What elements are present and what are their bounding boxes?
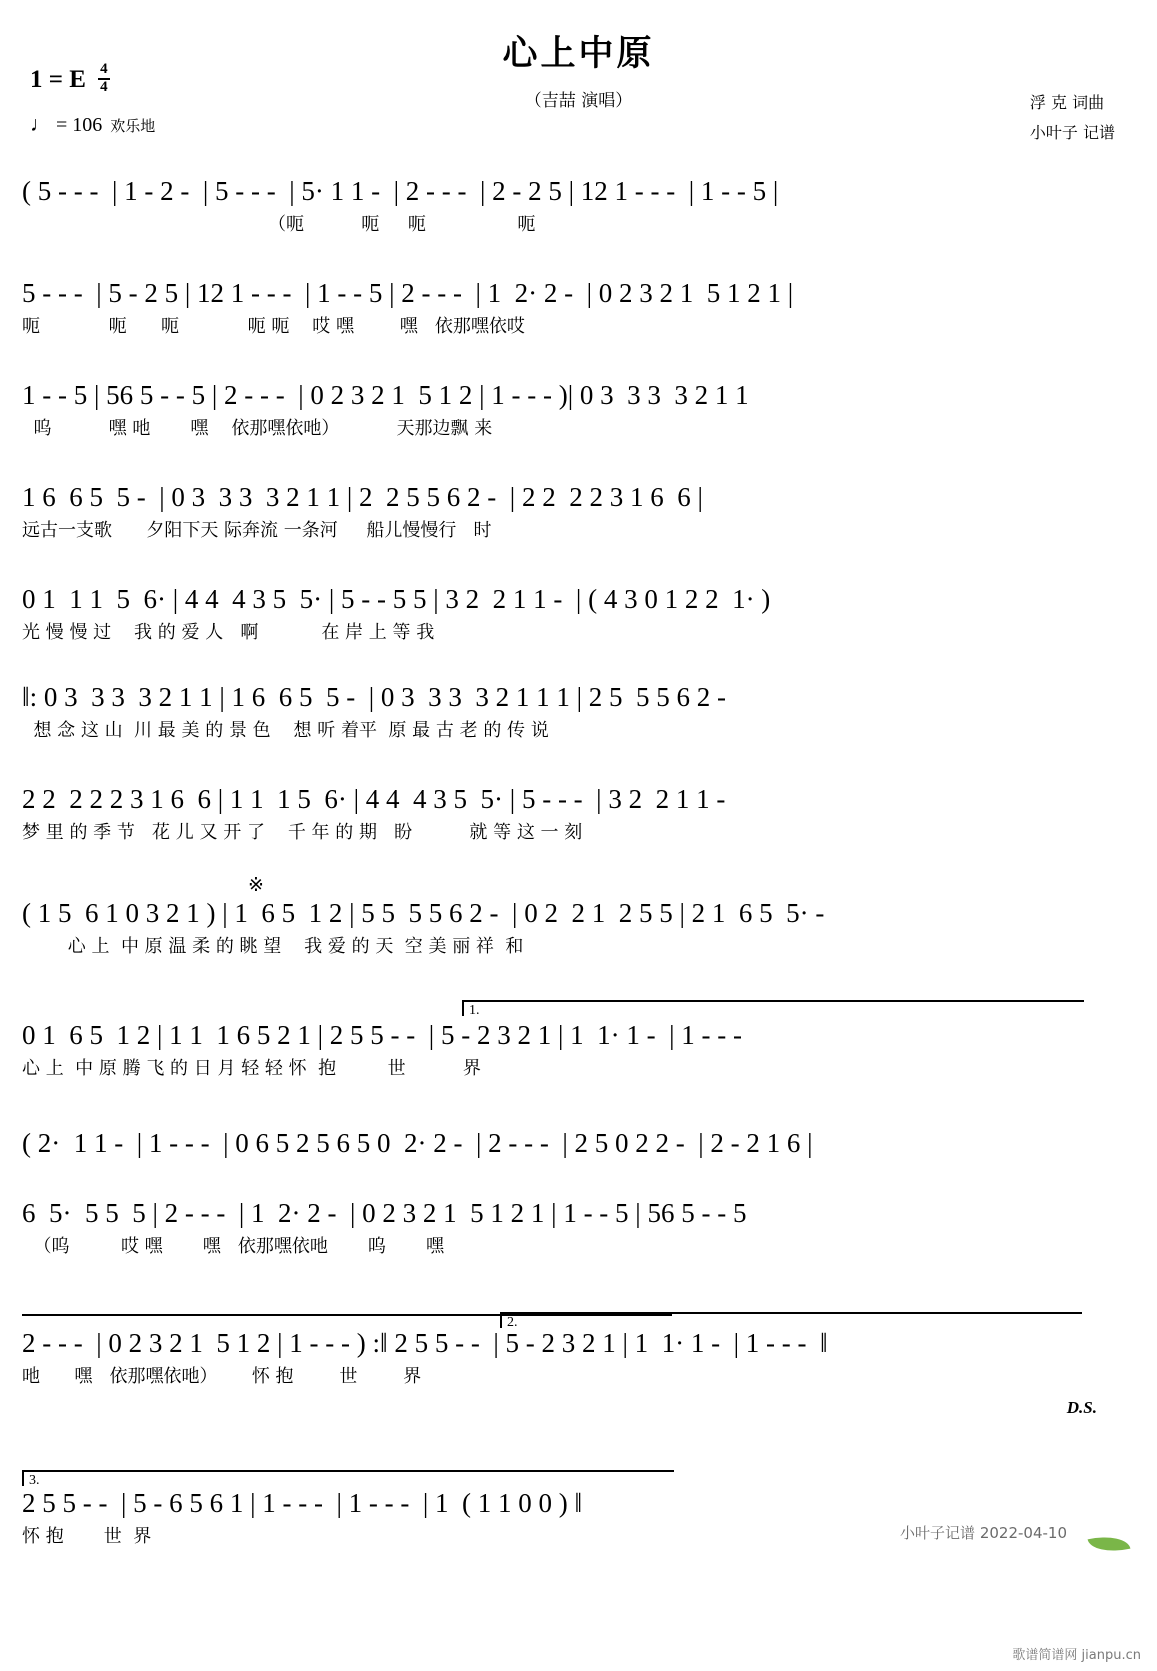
notation-line: ( 2· 1 1 - | 1 - - - | 0 6 5 2 5 6 5 0 2· 2 - | 2 - - - | 2 5 0 2 2 - | 2 - 2 1 6 | bbox=[22, 1128, 813, 1158]
site-watermark: 歌谱简谱网 jianpu.cn bbox=[1012, 1648, 1141, 1663]
lyrics-line bbox=[22, 1168, 1137, 1194]
ds-mark: D.S. bbox=[1066, 1398, 1097, 1417]
notation-line: 1 6 6 5 5 - | 0 3 3 3 3 2 1 1 | 2 2 5 5 6 2 - | 2 2 2 2 3 1 6 6 | bbox=[22, 482, 703, 512]
credits bbox=[1030, 88, 1115, 149]
music-system-8 bbox=[22, 900, 1137, 964]
music-system-1 bbox=[22, 178, 1137, 242]
third-ending-bracket bbox=[22, 1470, 674, 1486]
notation-line: ‖: 0 3 3 3 3 2 1 1 | 1 6 6 5 5 - | 0 3 3 3 3 2 1 1 1 | 2 5 5 5 6 2 - bbox=[22, 682, 727, 712]
music-system-10 bbox=[22, 1130, 1137, 1194]
music-system-12 bbox=[22, 1330, 1137, 1394]
credit-composer: 浮 克 词曲 bbox=[1029, 93, 1105, 112]
second-ending-label: 2. bbox=[507, 1315, 518, 1330]
lyrics-line: 远古一支歌 夕阳下天 际奔流 一条河 船儿慢慢行 时 bbox=[22, 520, 492, 541]
notation-line: 5 - - - | 5 - 2 5 | 12 1 - - - | 1 - - 5 | 2 - - - | 1 2· 2 - | 0 2 3 2 1 5 1 2 1 | bbox=[22, 278, 794, 308]
mood-marking: 欢乐地 bbox=[110, 117, 156, 135]
leaf-icon bbox=[1089, 1535, 1135, 1561]
music-system-9 bbox=[22, 1022, 1137, 1086]
key-text: 1 = E bbox=[30, 65, 86, 93]
third-ending-label: 3. bbox=[29, 1473, 40, 1488]
notation-line: 0 1 1 1 5 6· | 4 4 4 3 5 5· | 5 - - 5 5 | 3 2 2 1 1 - | ( 4 3 0 1 2 2 1· ) bbox=[22, 584, 771, 614]
music-system-2 bbox=[22, 280, 1137, 344]
tempo-value: = 106 bbox=[56, 114, 103, 136]
singer-line: （吉喆 演唱） bbox=[524, 91, 633, 111]
time-signature-numerator: 4 bbox=[98, 62, 110, 80]
lyrics-line: 心 上 中 原 腾 飞 的 日 月 轻 轻 怀 抱 世 界 bbox=[22, 1058, 481, 1079]
tempo-marking bbox=[30, 112, 155, 137]
page-title: 心上中原 bbox=[502, 34, 655, 74]
first-ending-bracket bbox=[462, 1000, 1084, 1016]
music-system-3 bbox=[22, 382, 1137, 446]
lyrics-line: （呜 哎 嘿 嘿 依那嘿依吔 呜 嘿 bbox=[22, 1236, 444, 1257]
lyrics-line: 想 念 这 山 川 最 美 的 景 色 想 听 着平 原 最 古 老 的 传 说 bbox=[22, 720, 549, 741]
notation-line: ( 1 5 6 1 0 3 2 1 ) | 1 6 5 1 2 | 5 5 5 5 6 2 - | 0 2 2 1 2 5 5 | 2 1 6 5 5· - bbox=[22, 898, 825, 928]
time-signature-denominator: 4 bbox=[100, 78, 108, 95]
music-system-6 bbox=[22, 684, 1137, 748]
footer-note: 小叶子记谱 2022-04-10 bbox=[900, 1524, 1067, 1542]
notation-line: 2 5 5 - - | 5 - 6 5 6 1 | 1 - - - | 1 - - - | 1 ( 1 1 0 0 ) ‖ bbox=[22, 1488, 583, 1518]
notation-line: 2 2 2 2 2 3 1 6 6 | 1 1 1 5 6· | 4 4 4 3 5 5· | 5 - - - | 3 2 2 1 1 - bbox=[22, 784, 726, 814]
lyrics-line: 梦 里 的 季 节 花 儿 又 开 了 千 年 的 期 盼 就 等 这 一 刻 bbox=[22, 822, 583, 843]
music-system-5 bbox=[22, 586, 1137, 650]
lyrics-line: 呃 呃 呃 呃 呃 哎 嘿 嘿 依那嘿依哎 bbox=[22, 316, 525, 337]
lyrics-line: 光 慢 慢 过 我 的 爱 人 啊 在 岸 上 等 我 bbox=[22, 622, 435, 643]
lyrics-line: 吔 嘿 依那嘿依吔） 怀 抱 世 界 bbox=[22, 1366, 422, 1387]
key-signature bbox=[30, 62, 110, 96]
lyrics-line: 心 上 中 原 温 柔 的 眺 望 我 爱 的 天 空 美 丽 祥 和 bbox=[22, 936, 524, 957]
first-ending-label: 1. bbox=[469, 1003, 480, 1018]
lyrics-line: 呜 嘿 吔 嘿 依那嘿依吔） 天那边飘 来 bbox=[22, 418, 493, 439]
segno-icon: ※ bbox=[248, 875, 264, 896]
notation-line: 6 5· 5 5 5 | 2 - - - | 1 2· 2 - | 0 2 3 2 1 5 1 2 1 | 1 - - 5 | 56 5 - - 5 bbox=[22, 1198, 747, 1228]
notation-line: 1 - - 5 | 56 5 - - 5 | 2 - - - | 0 2 3 2 1 5 1 2 | 1 - - - )| 0 3 3 3 3 2 1 1 bbox=[22, 380, 749, 410]
credit-transcriber: 小叶子 记谱 bbox=[1029, 123, 1115, 143]
time-signature bbox=[98, 62, 110, 96]
music-system-4 bbox=[22, 484, 1137, 548]
music-system-11 bbox=[22, 1200, 1137, 1264]
repeat-line-top bbox=[22, 1314, 672, 1330]
lyrics-line: 怀 抱 世 界 bbox=[22, 1526, 152, 1547]
lyrics-line: （呃 呃 呃 呃 bbox=[22, 214, 536, 235]
notation-line: 2 - - - | 0 2 3 2 1 5 1 2 | 1 - - - ) :‖ 2 5 5 - - | 5 - 2 3 2 1 | 1 1· 1 - | 1 - - - ‖ bbox=[22, 1328, 828, 1358]
music-system-7 bbox=[22, 786, 1137, 850]
notation-line: 0 1 6 5 1 2 | 1 1 1 6 5 2 1 | 2 5 5 - - | 5 - 2 3 2 1 | 1 1· 1 - | 1 - - - bbox=[22, 1020, 742, 1050]
notation-line: ( 5 - - - | 1 - 2 - | 5 - - - | 5· 1 1 - | 2 - - - | 2 - 2 5 | 12 1 - - - | 1 - - 5 | bbox=[22, 176, 779, 206]
quarter-note-icon: ♩ bbox=[30, 112, 51, 136]
